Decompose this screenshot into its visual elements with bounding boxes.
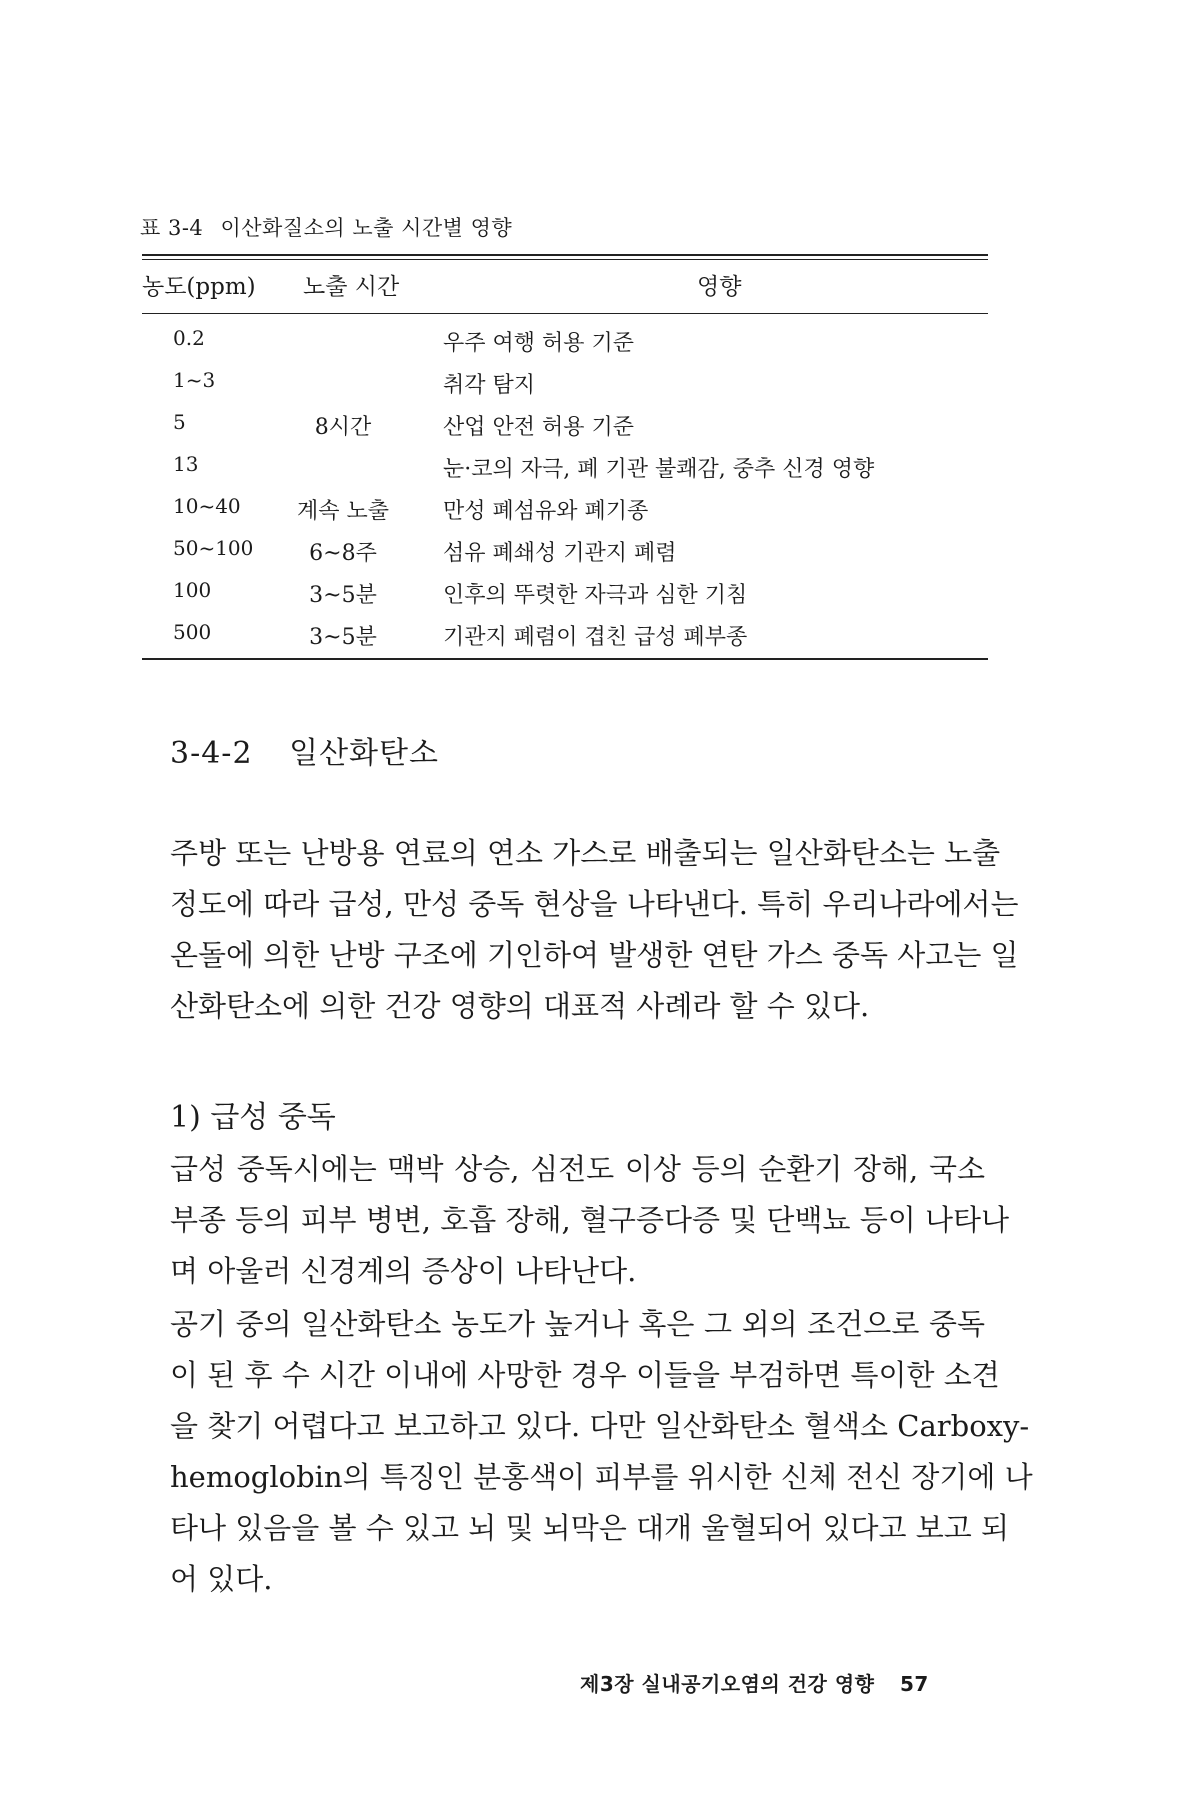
text-line: 온돌에 의한 난방 구조에 기인하여 발생한 연탄 가스 중독 사고는 일 [170, 938, 1019, 972]
table-cell-exposure-time: 계속 노출 [296, 499, 389, 524]
table-row [0, 620, 1200, 662]
table-cell-effect: 우주 여행 허용 기준 [443, 331, 634, 356]
section-number: 3-4-2 [170, 736, 253, 771]
table-row [0, 578, 1200, 620]
table-caption [140, 212, 512, 242]
table-cell-concentration: 0.2 [173, 326, 205, 350]
table-header-effect: 영향 [697, 274, 742, 300]
text-line: hemoglobin의 특징인 분홍색이 피부를 위시한 신체 전신 장기에 나 [170, 1460, 1033, 1494]
table-cell-effect: 인후의 뚜렷한 자극과 심한 기침 [443, 583, 748, 608]
text-line: 을 찾기 어렵다고 보고하고 있다. 다만 일산화탄소 혈색소 Carboxy- [170, 1409, 1030, 1443]
subheading: 1) 급성 중독 [170, 1100, 336, 1135]
table-row [0, 368, 1200, 410]
table-cell-exposure-time: 6~8주 [309, 541, 377, 566]
body-paragraph [170, 828, 1019, 1032]
table-header-exposure-time: 노출 시간 [303, 274, 400, 300]
table-cell-concentration: 1~3 [173, 368, 216, 392]
table-cell-exposure-time: 8시간 [314, 415, 372, 440]
table-cell-effect: 기관지 폐렴이 겹친 급성 폐부종 [443, 625, 748, 650]
table-caption-number: 표 3-4 [140, 216, 204, 240]
table-row [0, 410, 1200, 452]
table-row [0, 452, 1200, 494]
table-cell-concentration: 13 [173, 452, 199, 476]
text-line: 공기 중의 일산화탄소 농도가 높거나 혹은 그 외의 조건으로 중독 [170, 1307, 985, 1341]
text-line: 어 있다. [170, 1562, 273, 1596]
section-heading: 일산화탄소 [289, 736, 439, 771]
table-top-rule [142, 254, 988, 256]
table-cell-effect: 눈·코의 자극, 폐 기관 불쾌감, 중추 신경 영향 [443, 457, 875, 482]
table-cell-effect: 산업 안전 허용 기준 [443, 415, 634, 440]
text-line: 주방 또는 난방용 연료의 연소 가스로 배출되는 일산화탄소는 노출 [170, 836, 1001, 870]
table-top-rule-inner [142, 259, 988, 260]
table-cell-exposure-time: 3~5분 [309, 583, 377, 608]
table-cell-effect: 만성 폐섬유와 폐기종 [443, 499, 649, 524]
table-row [0, 494, 1200, 536]
footer-chapter-title: 제3장 실내공기오염의 건강 영향 [580, 1672, 875, 1696]
text-line: 타나 있음을 볼 수 있고 뇌 및 뇌막은 대개 울혈되어 있다고 보고 되 [170, 1511, 1009, 1545]
table-cell-concentration: 10~40 [173, 494, 241, 518]
page-number: 57 [899, 1672, 929, 1696]
text-line: 급성 중독시에는 맥박 상승, 심전도 이상 등의 순환기 장해, 국소 [170, 1152, 985, 1186]
table-cell-effect: 취각 탐지 [443, 373, 536, 398]
section-title [170, 728, 439, 772]
table-header-concentration: 농도(ppm) [142, 274, 256, 300]
text-line: 이 된 후 수 시간 이내에 사망한 경우 이들을 부검하면 특이한 소견 [170, 1358, 1000, 1392]
table-cell-concentration: 100 [173, 578, 212, 602]
table-bottom-rule [142, 658, 988, 660]
text-line: 산화탄소에 의한 건강 영향의 대표적 사례라 할 수 있다. [170, 989, 870, 1023]
table-cell-concentration: 50~100 [173, 536, 254, 560]
table-cell-exposure-time: 3~5분 [309, 625, 377, 650]
table-cell-concentration: 500 [173, 620, 212, 644]
text-line: 정도에 따라 급성, 만성 중독 현상을 나타낸다. 특히 우리나라에서는 [170, 887, 1019, 921]
body-paragraph [170, 1144, 1009, 1297]
table-row [0, 536, 1200, 578]
table-cell-effect: 섬유 폐쇄성 기관지 폐렴 [443, 541, 677, 566]
text-line: 부종 등의 피부 병변, 호흡 장해, 혈구증다증 및 단백뇨 등이 나타나 [170, 1203, 1009, 1237]
table-header-rule [142, 313, 988, 314]
table-caption-title: 이산화질소의 노출 시간별 영향 [220, 216, 513, 240]
table-row [0, 326, 1200, 368]
running-footer [580, 1668, 929, 1697]
body-paragraph [170, 1299, 1033, 1605]
table-cell-concentration: 5 [173, 410, 186, 434]
text-line: 며 아울러 신경계의 증상이 나타난다. [170, 1254, 637, 1288]
